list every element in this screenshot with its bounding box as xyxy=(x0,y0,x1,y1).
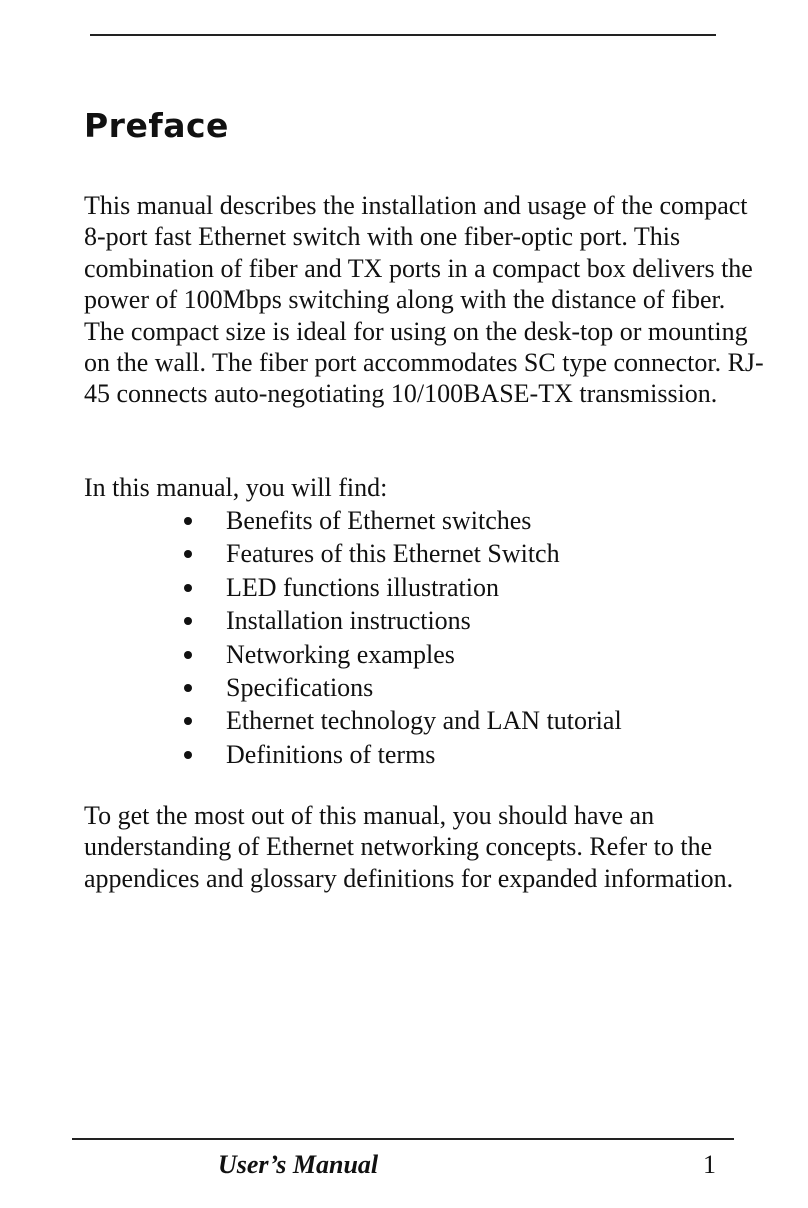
page-title: Preface xyxy=(84,106,229,145)
list-item xyxy=(180,571,622,604)
list-item-label: Specifications xyxy=(226,673,374,703)
list-item xyxy=(180,504,622,537)
bullet-icon xyxy=(184,584,192,592)
bullet-icon xyxy=(184,684,192,692)
list-item xyxy=(180,704,622,737)
list-item xyxy=(180,738,622,771)
bullet-icon xyxy=(184,717,192,725)
footer-rule xyxy=(72,1138,734,1140)
list-item xyxy=(180,604,622,637)
contents-intro: In this manual, you will find: xyxy=(84,473,388,502)
bullet-icon xyxy=(184,550,192,558)
header-rule xyxy=(90,34,716,36)
bullet-icon xyxy=(184,651,192,659)
list-item-label: Installation instructions xyxy=(226,606,471,636)
list-item xyxy=(180,638,622,671)
bullet-icon xyxy=(184,751,192,759)
bullet-icon xyxy=(184,517,192,525)
footer-title: User’s Manual xyxy=(218,1150,379,1179)
list-item-label: Networking examples xyxy=(226,639,455,669)
closing-paragraph: To get the most out of this manual, you should have an understanding of Ethernet networking concepts. Refer to the appendices and glossary definitions for expanded information. xyxy=(84,801,734,893)
list-item-label: Features of this Ethernet Switch xyxy=(226,539,560,569)
contents-list xyxy=(180,504,622,771)
page-number: 1 xyxy=(703,1150,716,1179)
list-item-label: LED functions illustration xyxy=(226,572,499,602)
list-item-label: Definitions of terms xyxy=(226,739,436,769)
bullet-icon xyxy=(184,617,192,625)
list-item xyxy=(180,537,622,570)
list-item-label: Ethernet technology and LAN tutorial xyxy=(226,706,622,736)
list-item xyxy=(180,671,622,704)
intro-paragraph: This manual describes the installation and usage of the compact 8-port fast Ethernet switch with one fiber-optic port. This combination of fiber and TX ports in a compact box delivers the power of 100Mbps switching along with the distance of fiber. The compact size is ideal for using on the desk-top or mounting on the wall. The fiber port accommodates SC type connector. RJ-45 connects auto-negotiating 10/100BASE-TX transmission. xyxy=(84,191,764,409)
list-item-label: Benefits of Ethernet switches xyxy=(226,506,532,535)
